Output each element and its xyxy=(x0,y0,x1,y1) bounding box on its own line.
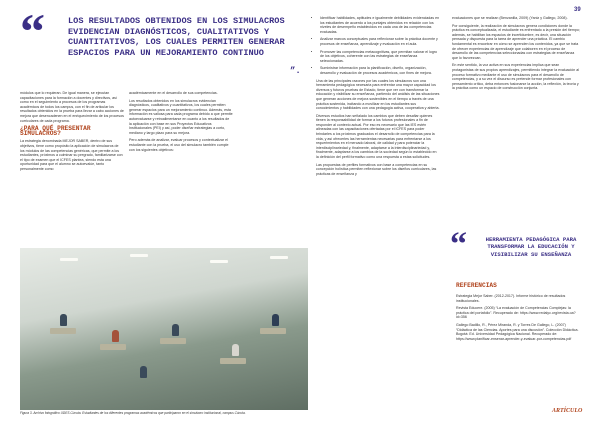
objectives-list xyxy=(316,16,440,76)
section-label: ARTÍCULO xyxy=(552,408,583,414)
col4-paragraph-1: evaluaciones que se realizan (Benzanilla, 2009) (Yaniz y Gallego, 2008). xyxy=(452,16,568,20)
col2-paragraph-1: académicamente en el desarrollo de sus competencias. xyxy=(129,91,218,95)
close-quote-mark: ”. xyxy=(290,66,301,76)
reference-item: Gallego Badillo, R., Pérez Miranda, R. y Torres De Gallego, L. (2007) “Didáctica de las Ciencias. Aportes para una discusión”. Colección Didáctica. Bogotá: Ed. Universidad Pedagógica Nacional. Recuperado de: https://www.planificar-ensenar-aprender-y-evaluar-por-competencias.pdf xyxy=(456,322,579,341)
reference-item: Estrategia Mejor Saber. (2012-2017). Informe histórico de resultados institucionales. xyxy=(456,294,566,303)
col2-paragraph-2: Los resultados obtenidos en los simulacros evidencian diagnósticos, cualitativos y cuantitativos, los cuales permiten generar espacios para un mejoramiento continuo. Además, esta información es valiosa para cada programa debido a que permite autoevaluarse y retroalimentarse en cuanto a los resultados de la aplicación con base en sus Proyectos Educativos Institucionales (PEI) y así, poder diseñar estrategias a corto, mediano y largo plazo para su mejora. xyxy=(129,98,233,135)
col1-paragraph-2: La estrategia denominada MEJOR SABER, dentro de sus objetivos, tiene como propósito la aplicación de simulacros de los módulos de las competencias genéricas, que permite a los estudiantes, próximos a culminar su pregrado, familiarizarse con el tipo de examen que el ICFES plantea, siendo esta una oportunidad para que el alumno se autoevalúe, tanto personalmente como xyxy=(20,139,123,171)
column-1 xyxy=(20,91,124,175)
col1-paragraph-1: módulos que lo requieran. De igual manera, se ejecutan capacitaciones para la formación a docentes y directivos, así como en el seguimiento a procesos de los programas académicos de todos los campus, con el fin de articular los resultados obtenidos en la prueba para llevar a cabo acciones de mejora que desencadenen en el enriquecimiento de los procesos curriculares de cada programa. xyxy=(20,91,124,123)
list-item: • Suministrar información para la planificación, diseño, organización, desarrollo y evaluación de procesos académicos, con fines de mejora. xyxy=(320,66,440,75)
col3-paragraph-3: Las propuestas de perfiles formativos con base a competencias en su concepción holística permiten reflexionar sobre los diseños curriculares, las prácticas de enseñanza y xyxy=(316,162,437,176)
column-4 xyxy=(452,16,580,94)
list-item: • Promover las competencias metacognitivas, que permitan valorar el logro de los objetivos, coherente con las estrategias de enseñanza seleccionadas. xyxy=(320,50,440,64)
top-pull-quote: LOS RESULTADOS OBTENIDOS EN LOS SIMULACROS EVIDENCIAN DIAGNÓSTICOS, CUALITATIVOS Y CUANTITATIVOS, LOS CUALES PERMITEN GENERAR ESPACIOS PARA UN MEJORAMIENTO CONTINUO xyxy=(68,16,285,58)
photo-caption: Figura 3. Archivo fotográfico UDES Cúcuta. Estudiantes de los diferentes programas académicos que participaron en el simulacro institucional, campus Cúcuta. xyxy=(20,411,246,415)
classroom-photo xyxy=(20,248,308,410)
references-heading: REFERENCIAS xyxy=(456,282,497,289)
col2-paragraph-3: Pero además de analizar, evaluar procesos y contextualizar el estudiante con la prueba, el uso del simulacro también cumple con los siguientes objetivos: xyxy=(129,138,229,152)
col4-paragraph-2: Por consiguiente, la realización de simulacros genera condiciones donde la práctica es conceptualizada, el estudiante es enfrentado a la presión del tiempo; además, se habilitan los espacios de incertidumbre, es decir, una situación pensada y dispuesta para la tarea de aprender una práctica. El cambio fundamental es encontrar en cómo se aprenden los contenidos, ya que se trata de ofrecer experiencias de aprendizaje que colaboren en el proceso de desarrollo de las competencias seleccionadas con estrategias de enseñanza que lo favorezcan. xyxy=(452,23,580,60)
reference-item: Revista Educere. (2005) “La evaluación de Competencias Complejas: la práctica del portafolio”. Recuperado de: https://www.redalyc.org/revista.oa?id=356 xyxy=(456,306,576,320)
page-number: 39 xyxy=(574,7,581,13)
open-quote-mark-2: “ xyxy=(450,226,467,263)
col3-paragraph-1: Una de las principales razones por las cuales los simulacros son una herramienta pedagógica necesaria para enfrentar una mayor capacidad los diversos y futuros pruebas de Estado, tiene que ver con transformar la educación y visibilizar su enseñanza, partiendo del análisis de las situaciones que generan acciones de mejora sostenibles en el tiempo a través de una práctica sostenida, incitando a movilizar en los estudiantes sus conocimientos y habilidades con una pedagogía activa, cooperativa y abierta. xyxy=(316,78,440,111)
open-quote-mark: “ xyxy=(20,3,45,59)
references-list xyxy=(456,294,582,344)
col3-paragraph-2: Diversos estudios han señalado los cambios que deben desafiar quienes tienen la responsabilidad de formar a los futuros profesionales a fin de responder al contexto actual. Por eso es necesario que las IES estén alineadas con las capacitaciones ofertadas por el ICFES para poder brindarles a los próximos graduados el desarrollo de competencias para la vida, y así ofrecerles las herramientas necesarias para enfrentarse a los requerimientos en el mercado laboral, de calidad y para potenciar la interdisciplinariedad y, finalmente, adaptarse a la interdisciplinariedad y, finalmente, adaptarse a los cambios de la sociedad según lo establecido en la definición del perfil formativo como una respuesta a estas solicitudes. xyxy=(316,113,437,160)
column-2 xyxy=(129,91,233,155)
col4-paragraph-3: En este sentido, la voz activa en sus experiencias implica que sean protagonistas de sus propios aprendizajes, permitiendo integrar la evaluación al proceso formativo mediante el uso de simulacros para el desarrollo de competencias, y a su vez el discurso es pretende formar profesionales con pensamiento crítico, deba entonces fusionarse la acción, la reflexión, la teoría y la práctica como un espacio de construcción conjunta. xyxy=(452,63,580,91)
list-item: • Identificar habilidades, aptitudes e igualmente debilidades evidenciadas en los estudiantes de acuerdo a los puntajes obtenidos en relación con los niveles de desempeño establecidos en cada una de las competencias evaluadas. xyxy=(320,16,440,34)
side-pull-quote: HERRAMIENTA PEDAGÓGICA PARA TRANSFORMAR LA EDUCACIÓN Y VISIBILIZAR SU ENSEÑANZA xyxy=(485,236,577,258)
list-item: • Analizar marcos conceptuales para reflexionar sobre la práctica docente y procesos de enseñanza, aprendizaje y evaluación en el aula. xyxy=(320,37,440,46)
section-heading: ¿PARA QUÉ PRESENTAR SIMULACROS? xyxy=(20,125,91,137)
column-3 xyxy=(316,16,440,179)
